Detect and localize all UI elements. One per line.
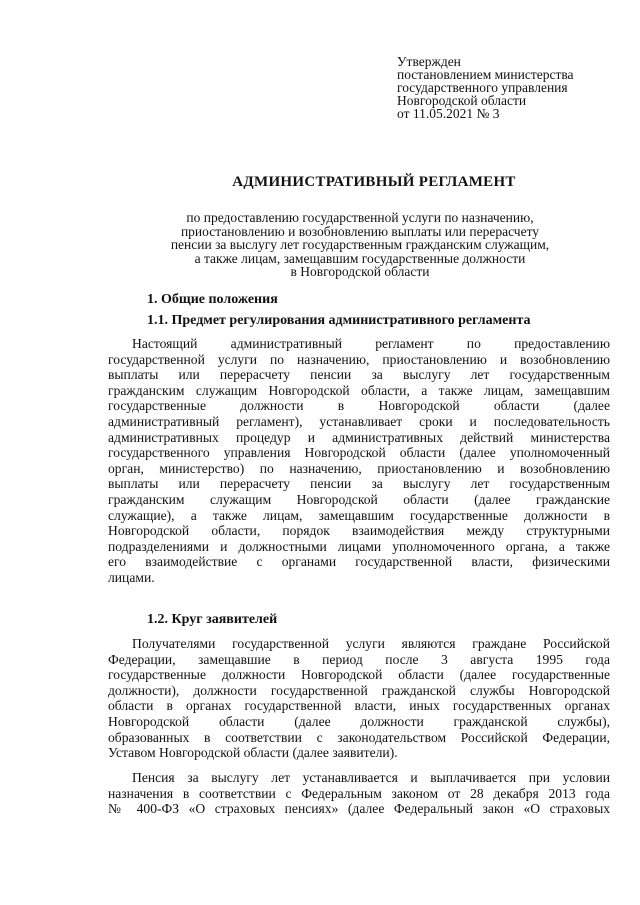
paragraph-line: Федерации, замещавшие в период после 3 августа 1995 года xyxy=(108,651,610,667)
subsection-heading-applicants: 1.2. Круг заявителей xyxy=(147,612,278,627)
paragraph-line: Пенсия за выслугу лет устанавливается и выплачивается при условии xyxy=(132,770,610,785)
paragraph-line: Новгородской области (далее должности гражданской службы), xyxy=(108,713,610,729)
paragraph-line: образованных в соответствии с законодательством Российской Федерации, xyxy=(108,729,610,745)
paragraph-line: Настоящий административный регламент по предоставлению xyxy=(132,336,610,351)
paragraph-line: Новгородской области, порядок взаимодействия между структурными xyxy=(108,523,610,539)
paragraph-line: орган, министерство) по назначению, приостановлению и возобновлению xyxy=(108,460,610,476)
paragraph-line: области в органах государственной власти, иных государственных органах xyxy=(108,698,610,714)
approval-line: постановлением министерства xyxy=(397,67,574,82)
paragraph-line: государственные должности Новгородской области (далее государственные xyxy=(108,667,610,683)
paragraph-line: назначения в соответствии с Федеральным законом от 28 декабря 2013 года xyxy=(108,785,610,801)
paragraph-applicants xyxy=(108,636,610,761)
paragraph-line: административных процедур и административных действий министерства xyxy=(108,429,610,445)
paragraph-line: подразделениями и должностными лицами уполномоченного органа, а также xyxy=(108,538,610,554)
subtitle-line: по предоставлению государственной услуги по назначению, xyxy=(186,210,534,225)
paragraph-line: № 400-ФЗ «О страховых пенсиях» (далее Федеральный закон «О страховых xyxy=(108,801,610,817)
paragraph-line: служащие), а также лицам, замещавшим государственные должности в xyxy=(108,507,610,523)
subtitle-line: а также лицам, замещавшим государственные должности xyxy=(194,250,526,266)
paragraph-line: гражданским служащим Новгородской области (далее гражданские xyxy=(108,491,610,507)
paragraph-line: должности), должности государственной гражданской службы Новгородской xyxy=(108,682,610,698)
paragraph-line: выплаты или перерасчету пенсии за выслугу лет государственным xyxy=(108,367,610,383)
approval-line: Новгородской области xyxy=(397,93,527,108)
paragraph-line: выплаты или перерасчету пенсии за выслугу лет государственным xyxy=(108,476,610,492)
paragraph-subject xyxy=(108,336,610,586)
document-title: АДМИНИСТРАТИВНЫЙ РЕГЛАМЕНТ xyxy=(232,174,516,190)
subtitle-line: приостановлению и возобновлению выплаты или перерасчету xyxy=(180,223,540,239)
paragraph-line: государственной услуги по назначению, приостановлению и возобновлению xyxy=(108,351,610,367)
paragraph-line: административный регламент), устанавливает сроки и последовательность xyxy=(108,413,610,429)
subsection-heading-subject: 1.1. Предмет регулирования административного регламента xyxy=(147,313,531,328)
paragraph-line: государственного управления Новгородской области (далее уполномоченный xyxy=(108,445,610,461)
subtitle-line: пенсии за выслугу лет государственным гражданским служащим, xyxy=(170,237,550,253)
approval-stamp xyxy=(397,55,617,120)
paragraph-line: государственные должности в Новгородской области (далее xyxy=(108,398,610,414)
paragraph-line: Получателями государственной услуги являются граждане Российской xyxy=(132,636,610,651)
approval-line: от 11.05.2021 № 3 xyxy=(397,106,500,121)
section-heading-general: 1. Общие положения xyxy=(147,292,278,307)
approval-line: государственного управления xyxy=(397,80,568,95)
paragraph-line: лицами. xyxy=(108,569,155,585)
paragraph-pension xyxy=(108,770,610,817)
paragraph-line: Уставом Новгородской области (далее заявители). xyxy=(108,745,398,761)
document-subtitle xyxy=(120,211,600,279)
subtitle-line: в Новгородской области xyxy=(290,264,430,280)
paragraph-line: его взаимодействие с органами государственной власти, физическими xyxy=(108,554,610,570)
approval-line: Утвержден xyxy=(397,54,461,69)
paragraph-line: гражданским служащим Новгородской области, а также лицам, замещавшим xyxy=(108,382,610,398)
